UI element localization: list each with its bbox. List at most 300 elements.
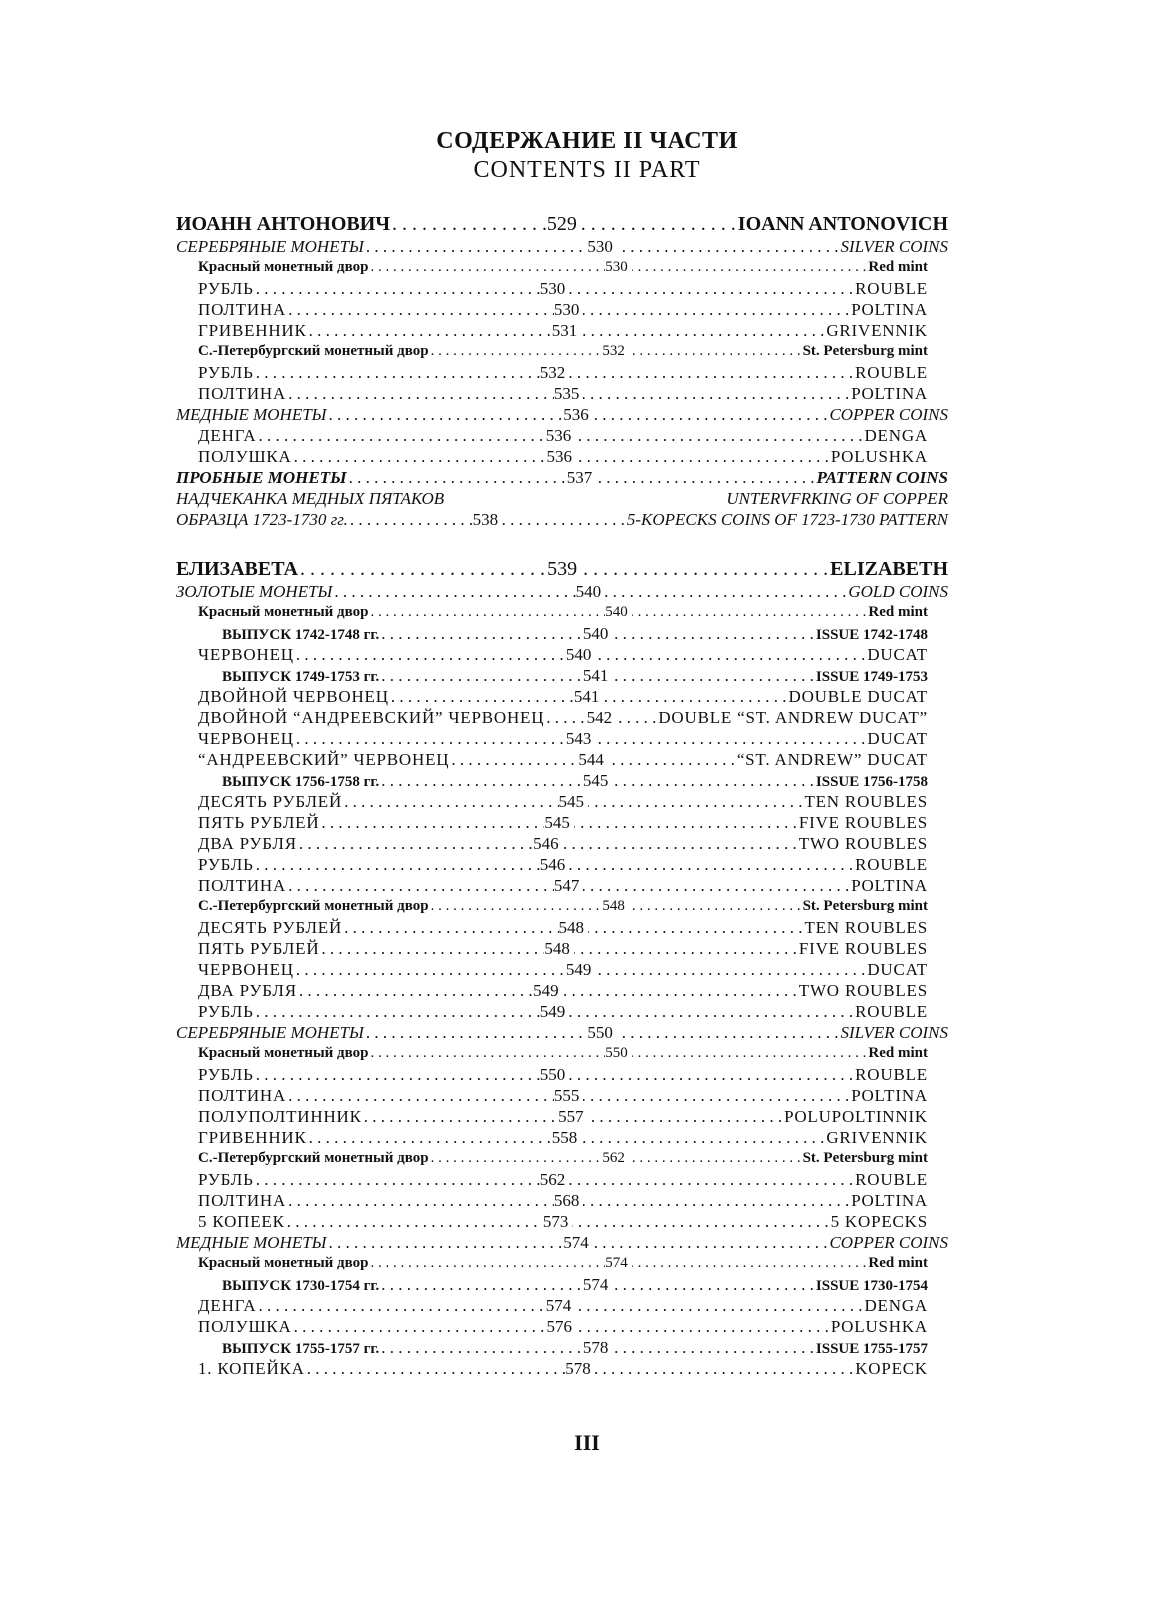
dot-leader	[593, 1232, 828, 1253]
dot-leader	[334, 581, 575, 602]
toc-entry-page: 557	[558, 1107, 584, 1126]
toc-entry-title-en: GOLD COINS	[848, 582, 948, 601]
toc-entry-title-ru: ГРИВЕННИК	[198, 321, 307, 340]
toc-entry-title-ru: ПОЛУШКА	[198, 1317, 292, 1336]
toc-entry-page: 540	[575, 582, 602, 601]
dot-leader	[294, 1316, 547, 1337]
page-number: III	[574, 1430, 600, 1455]
toc-entry-page: 540	[565, 645, 592, 664]
toc-entry	[176, 686, 948, 707]
dot-leader	[581, 1127, 824, 1148]
dot-leader	[294, 446, 547, 467]
toc-entry	[176, 404, 948, 425]
dot-leader	[595, 644, 865, 665]
toc-entry-title-ru: Красный монетный двор	[198, 1255, 369, 1271]
dot-leader	[608, 749, 735, 770]
toc-entry-title-ru: ВЫПУСК 1756-1758 гг.	[222, 774, 380, 790]
dot-leader	[371, 257, 606, 278]
toc-entry-page: 549	[565, 960, 592, 979]
toc-entry-title-en: “ST. ANDREW” DUCAT	[736, 750, 928, 769]
toc-entry-title-en: ISSUE 1742-1748	[815, 627, 928, 643]
toc-entry-title-en: FIVE ROUBLES	[798, 939, 928, 958]
dot-leader	[574, 938, 797, 959]
toc-entry-page: 529	[546, 213, 577, 235]
toc-entry	[176, 854, 948, 875]
toc-entry-page: 562	[539, 1170, 566, 1189]
dot-leader	[569, 1001, 853, 1022]
toc-entry	[176, 1106, 948, 1127]
toc-entry-title-en: ROUBLE	[855, 1170, 928, 1189]
toc-entry-page: 545	[582, 771, 609, 790]
dot-leader	[617, 1022, 839, 1043]
dot-leader	[366, 1022, 588, 1043]
dot-leader	[307, 1358, 565, 1379]
toc-entry	[176, 1022, 948, 1043]
toc-entry-title-en: ROUBLE	[855, 1065, 928, 1084]
toc-entry-page: 568	[553, 1191, 580, 1210]
dot-leader	[344, 791, 558, 812]
dot-leader	[581, 213, 736, 236]
dot-leader	[583, 299, 849, 320]
dot-leader	[583, 383, 849, 404]
toc-entry	[176, 1169, 948, 1190]
toc-entry-title-en: 5-KOPECKS COINS OF 1723-1730 PATTERN	[626, 510, 948, 529]
toc-entry-title-ru: ГРИВЕННИК	[198, 1128, 307, 1147]
toc-entry-page: 540	[582, 624, 609, 643]
dot-leader	[612, 623, 814, 644]
dot-leader	[287, 1211, 543, 1232]
dot-leader	[588, 791, 802, 812]
toc-entry	[176, 362, 948, 383]
dot-leader	[605, 581, 846, 602]
toc-entry-title-en: TEN ROUBLES	[804, 918, 928, 937]
dot-leader	[256, 854, 540, 875]
dot-leader	[392, 213, 547, 236]
toc-entry	[176, 383, 948, 404]
toc-entry-title-en: ISSUE 1730-1754	[815, 1278, 928, 1294]
dot-leader	[371, 1043, 606, 1064]
toc-entry-title-en: TWO ROUBLES	[798, 834, 928, 853]
toc-entry-title-ru: РУБЛЬ	[198, 1065, 254, 1084]
dot-leader	[300, 558, 547, 581]
toc-entry-page: 578	[582, 1338, 609, 1357]
toc-entry-title-en: PATTERN COINS	[816, 468, 948, 487]
dot-leader	[288, 875, 554, 896]
toc-entry-title-en: GRIVENNIK	[826, 321, 928, 340]
dot-leader	[632, 1043, 867, 1064]
dot-leader	[569, 1169, 853, 1190]
toc-entry-title-ru: ДВА РУБЛЯ	[198, 981, 297, 1000]
toc-entry-page: 535	[553, 384, 580, 403]
dot-leader	[569, 1064, 853, 1085]
toc-entry	[176, 749, 948, 770]
toc-entry-title-ru: МЕДНЫЕ МОНЕТЫ	[176, 405, 327, 424]
toc-entry	[176, 1190, 948, 1211]
dot-leader	[574, 812, 797, 833]
toc-entry-title-en: TWO ROUBLES	[798, 981, 928, 1000]
toc-entry-page: 536	[545, 426, 572, 445]
toc-entry-title-ru: РУБЛЬ	[198, 1002, 254, 1021]
toc-entry	[176, 1232, 948, 1253]
toc-entry-title-ru: ЧЕРВОНЕЦ	[198, 960, 294, 979]
page-subtitle: CONTENTS II PART	[473, 157, 701, 183]
dot-leader	[296, 644, 566, 665]
dot-leader	[575, 1295, 862, 1316]
toc-entry-title-en: ROUBLE	[855, 855, 928, 874]
toc-entry-title-ru: Красный монетный двор	[198, 604, 369, 620]
toc-entry-title-en: St. Petersburg mint	[802, 343, 928, 359]
toc-entry-title-en: TEN ROUBLES	[804, 792, 928, 811]
dot-leader	[431, 341, 603, 362]
dot-leader	[595, 728, 865, 749]
toc-entry-title-en: COPPER COINS	[829, 405, 948, 424]
dot-leader	[546, 707, 586, 728]
toc-entry-page: 531	[551, 321, 578, 340]
dot-leader	[581, 558, 828, 581]
dot-leader	[576, 1316, 829, 1337]
toc-entry-title-en: POLUSHKA	[830, 1317, 928, 1336]
toc-entry	[176, 791, 948, 812]
toc-entry-title-ru: ВЫПУСК 1755-1757 гг.	[222, 1341, 380, 1357]
dot-leader	[256, 1001, 540, 1022]
toc-entry-title-en: Red mint	[868, 1045, 928, 1061]
toc-entry-page: 545	[558, 792, 584, 811]
toc-entry-title-ru: “АНДРЕЕВСКИЙ” ЧЕРВОНЕЦ	[198, 750, 450, 769]
toc-entry-title-ru: ПЯТЬ РУБЛЕЙ	[198, 813, 320, 832]
toc-entry	[176, 320, 948, 341]
toc-entry-title-en: SILVER COINS	[840, 237, 948, 256]
toc-entry-title-ru: ВЫПУСК 1730-1754 гг.	[222, 1278, 380, 1294]
toc-entry-page: 549	[533, 981, 559, 1000]
toc-entry-title-en: ISSUE 1756-1758	[815, 774, 928, 790]
toc-entry-title-ru: РУБЛЬ	[198, 279, 254, 298]
toc-entry-page: 548	[558, 918, 584, 937]
toc-entry	[176, 728, 948, 749]
toc-entry	[176, 1043, 948, 1064]
toc-entry	[176, 488, 948, 509]
dot-leader	[629, 1148, 801, 1169]
dot-leader	[328, 404, 563, 425]
dot-leader	[288, 383, 554, 404]
toc-entry-title-ru: ИОАНН АНТОНОВИЧ	[176, 213, 390, 235]
dot-leader	[288, 299, 554, 320]
dot-leader	[381, 1274, 583, 1295]
toc-entry	[176, 213, 948, 236]
toc-entry	[176, 467, 948, 488]
toc-entry	[176, 1295, 948, 1316]
dot-leader	[632, 602, 867, 623]
toc-entry	[176, 623, 948, 644]
toc-entry-page: 530	[587, 237, 613, 256]
toc-entry	[176, 509, 948, 530]
toc-entry-title-ru: СЕРЕБРЯНЫЕ МОНЕТЫ	[176, 1023, 364, 1042]
toc-entry	[176, 1064, 948, 1085]
toc-entry-title-en: Red mint	[868, 604, 928, 620]
toc-entry-page: 541	[573, 687, 600, 706]
dot-leader	[381, 623, 583, 644]
toc-entry-page: 574	[605, 1255, 628, 1271]
dot-leader	[569, 854, 853, 875]
toc-entry	[176, 1337, 948, 1358]
toc-entry-title-ru: НАДЧЕКАНКА МЕДНЫХ ПЯТАКОВ	[176, 489, 445, 508]
toc-entry	[176, 1358, 948, 1379]
toc-entry-title-ru: ПОЛТИНА	[198, 1191, 287, 1210]
toc-entry-page: 530	[605, 259, 628, 275]
toc-entry-title-ru: ДВОЙНОЙ ЧЕРВОНЕЦ	[198, 687, 389, 706]
toc-entry-page: 540	[605, 604, 628, 620]
toc-entry-title-ru: ЧЕРВОНЕЦ	[198, 729, 294, 748]
toc-entry-title-ru: ЗОЛОТЫЕ МОНЕТЫ	[176, 582, 333, 601]
toc-entry-page: 548	[602, 898, 625, 914]
toc-entry-title-ru: ПРОБНЫЕ МОНЕТЫ	[176, 468, 347, 487]
dot-leader	[309, 320, 552, 341]
dot-leader	[296, 728, 566, 749]
toc-entry-title-en: 5 KOPECKS	[830, 1212, 928, 1231]
dot-leader	[575, 425, 862, 446]
toc-entry-page: 576	[546, 1317, 573, 1336]
dot-leader	[299, 833, 533, 854]
toc-entry-title-en: ROUBLE	[855, 1002, 928, 1021]
toc-entry-title-ru: РУБЛЬ	[198, 363, 254, 382]
dot-leader	[595, 1358, 853, 1379]
dot-leader	[328, 1232, 563, 1253]
dot-leader	[391, 686, 574, 707]
toc-entry-title-ru: ПОЛУПОЛТИННИК	[198, 1107, 362, 1126]
toc-entry	[176, 446, 948, 467]
toc-entry	[176, 938, 948, 959]
toc-entry	[176, 1085, 948, 1106]
toc-entry-title-en: ISSUE 1749-1753	[815, 669, 928, 685]
dot-leader	[616, 707, 656, 728]
toc-entry-page: 578	[565, 1359, 591, 1378]
toc-entry-title-ru: ДЕНГА	[198, 1296, 257, 1315]
toc-entry-title-ru: С.-Петербургский монетный двор	[198, 1150, 429, 1166]
toc-entry	[176, 770, 948, 791]
dot-leader	[259, 425, 546, 446]
dot-leader	[366, 236, 588, 257]
dot-leader	[349, 467, 567, 488]
dot-leader	[371, 602, 606, 623]
toc-entry-title-ru: 1. КОПЕЙКА	[198, 1359, 305, 1378]
toc-entry-title-ru: ЧЕРВОНЕЦ	[198, 645, 294, 664]
dot-leader	[612, 770, 814, 791]
toc-entry-title-en: POLUPOLTINNIK	[784, 1107, 928, 1126]
dot-leader	[296, 959, 566, 980]
toc-entry-title-en: ROUBLE	[855, 279, 928, 298]
dot-leader	[256, 278, 540, 299]
toc-entry-title-ru: Красный монетный двор	[198, 259, 369, 275]
dot-leader	[321, 812, 544, 833]
toc-entry-page: 538	[472, 510, 499, 529]
toc-entry	[176, 959, 948, 980]
toc-entry-page: 542	[586, 708, 613, 727]
dot-leader	[431, 896, 603, 917]
toc-entry	[176, 896, 948, 917]
toc-entry-title-ru: С.-Петербургский монетный двор	[198, 343, 429, 359]
dot-leader	[581, 320, 824, 341]
toc-entry	[176, 833, 948, 854]
toc-entry-title-ru: РУБЛЬ	[198, 855, 254, 874]
toc-entry-title-ru: ПОЛТИНА	[198, 300, 287, 319]
toc-entry	[176, 875, 948, 896]
dot-leader	[381, 770, 583, 791]
dot-leader	[588, 917, 802, 938]
table-of-contents	[176, 213, 948, 1379]
dot-leader	[612, 665, 814, 686]
toc-entry-page: 550	[605, 1045, 628, 1061]
toc-entry-title-ru: С.-Петербургский монетный двор	[198, 898, 429, 914]
toc-entry-page: 536	[563, 405, 589, 424]
dot-leader	[612, 1337, 814, 1358]
toc-entry-title-en: DUCAT	[867, 960, 928, 979]
toc-entry	[176, 1001, 948, 1022]
toc-entry-title-ru: ДВОЙНОЙ “АНДРЕЕВСКИЙ” ЧЕРВОНЕЦ	[198, 708, 545, 727]
toc-entry	[176, 299, 948, 320]
toc-entry	[176, 665, 948, 686]
toc-entry-title-en: DENGA	[864, 426, 928, 445]
dot-leader	[583, 1085, 849, 1106]
toc-entry-page: 548	[544, 939, 570, 958]
toc-entry	[176, 1253, 948, 1274]
dot-leader	[603, 686, 786, 707]
dot-leader	[299, 980, 533, 1001]
dot-leader	[364, 1106, 558, 1127]
dot-leader	[256, 362, 540, 383]
toc-entry	[176, 257, 948, 278]
toc-entry	[176, 236, 948, 257]
toc-entry-page: 574	[545, 1296, 572, 1315]
dot-leader	[596, 467, 814, 488]
dot-leader	[583, 875, 849, 896]
dot-leader	[381, 1337, 583, 1358]
toc-entry	[176, 980, 948, 1001]
toc-entry-title-ru: МЕДНЫЕ МОНЕТЫ	[176, 1233, 327, 1252]
dot-leader	[288, 1190, 554, 1211]
toc-entry	[176, 917, 948, 938]
toc-entry-title-en: POLTINA	[851, 876, 928, 895]
toc-entry-title-en: DENGA	[864, 1296, 928, 1315]
toc-entry	[176, 278, 948, 299]
toc-entry	[176, 602, 948, 623]
toc-entry-title-en: Red mint	[868, 259, 928, 275]
toc-entry	[176, 425, 948, 446]
toc-entry-page: 574	[563, 1233, 589, 1252]
toc-entry-page: 545	[544, 813, 570, 832]
toc-entry-title-ru: ПОЛУШКА	[198, 447, 292, 466]
toc-entry-title-en: ISSUE 1755-1757	[815, 1341, 928, 1357]
toc-entry	[176, 558, 948, 581]
dot-leader	[612, 1274, 814, 1295]
toc-entry-page: 558	[551, 1128, 578, 1147]
toc-entry	[176, 707, 948, 728]
dot-leader	[595, 959, 865, 980]
toc-entry	[176, 1274, 948, 1295]
toc-entry-title-ru: 5 КОПЕЕК	[198, 1212, 285, 1231]
toc-entry-title-en: ELIZABETH	[830, 558, 948, 580]
toc-entry-title-ru: РУБЛЬ	[198, 1170, 254, 1189]
toc-entry-title-ru: ПОЛТИНА	[198, 1086, 287, 1105]
dot-leader	[431, 1148, 603, 1169]
toc-entry-title-en: St. Petersburg mint	[802, 898, 928, 914]
toc-entry-page: 541	[582, 666, 609, 685]
dot-leader	[371, 1253, 606, 1274]
toc-entry-page: 555	[553, 1086, 580, 1105]
toc-entry-page: 546	[533, 834, 559, 853]
toc-entry-title-ru: Красный монетный двор	[198, 1045, 369, 1061]
toc-entry	[176, 1148, 948, 1169]
toc-entry-page: 573	[542, 1212, 569, 1231]
toc-entry-page: 546	[539, 855, 566, 874]
toc-entry-page: 537	[566, 468, 593, 487]
toc-entry-title-en: DOUBLE “ST. ANDREW DUCAT”	[658, 708, 928, 727]
toc-entry	[176, 812, 948, 833]
toc-entry	[176, 1316, 948, 1337]
toc-entry-title-en: POLTINA	[851, 1086, 928, 1105]
dot-leader	[309, 1127, 552, 1148]
toc-entry-title-ru: ДЕСЯТЬ РУБЛЕЙ	[198, 918, 343, 937]
toc-entry-title-en: COPPER COINS	[829, 1233, 948, 1252]
toc-entry-title-en: ROUBLE	[855, 363, 928, 382]
toc-entry-title-en: UNTERVFRKING OF COPPER	[726, 489, 948, 508]
toc-entry-page: 550	[587, 1023, 613, 1042]
dot-leader	[563, 833, 797, 854]
dot-leader	[572, 1211, 828, 1232]
toc-entry-title-ru: ДВА РУБЛЯ	[198, 834, 297, 853]
dot-leader	[576, 446, 829, 467]
dot-leader	[563, 980, 797, 1001]
toc-entry-title-en: DUCAT	[867, 645, 928, 664]
dot-leader	[629, 896, 801, 917]
dot-leader	[583, 1190, 849, 1211]
toc-entry-page: 532	[539, 363, 566, 382]
toc-entry-title-en: POLTINA	[851, 1191, 928, 1210]
toc-entry-page: 547	[553, 876, 580, 895]
toc-entry-title-ru: ПОЛТИНА	[198, 876, 287, 895]
toc-entry-page: 562	[602, 1150, 625, 1166]
dot-leader	[350, 509, 473, 530]
dot-leader	[588, 1106, 782, 1127]
toc-entry-title-en: GRIVENNIK	[826, 1128, 928, 1147]
toc-entry-title-en: DUCAT	[867, 729, 928, 748]
toc-entry	[176, 341, 948, 362]
toc-entry-title-en: KOPECK	[855, 1359, 928, 1378]
page-title: СОДЕРЖАНИЕ II ЧАСТИ	[436, 128, 738, 154]
toc-entry-title-ru: ВЫПУСК 1749-1753 гг.	[222, 669, 380, 685]
dot-leader	[288, 1085, 554, 1106]
toc-entry-title-ru: ВЫПУСК 1742-1748 гг.	[222, 627, 380, 643]
toc-entry	[176, 1127, 948, 1148]
toc-entry-title-en: POLTINA	[851, 300, 928, 319]
dot-leader	[632, 1253, 867, 1274]
dot-leader	[256, 1169, 540, 1190]
toc-entry-page: 550	[539, 1065, 566, 1084]
dot-leader	[617, 236, 839, 257]
dot-leader	[629, 341, 801, 362]
toc-entry-page: 574	[582, 1275, 609, 1294]
toc-entry-page: 539	[547, 558, 578, 580]
toc-entry-page: 536	[546, 447, 573, 466]
dot-leader	[381, 665, 583, 686]
dot-leader	[593, 404, 828, 425]
toc-entry-title-en: POLTINA	[851, 384, 928, 403]
toc-entry-title-ru: ДЕСЯТЬ РУБЛЕЙ	[198, 792, 343, 811]
toc-entry-page: 544	[578, 750, 604, 769]
dot-leader	[256, 1064, 540, 1085]
dot-leader	[569, 278, 853, 299]
toc-entry-title-en: SILVER COINS	[840, 1023, 948, 1042]
toc-entry-title-ru: ОБРАЗЦА 1723-1730 гг.	[176, 510, 348, 529]
toc-entry-title-en: IOANN ANTONOVICH	[737, 213, 948, 235]
